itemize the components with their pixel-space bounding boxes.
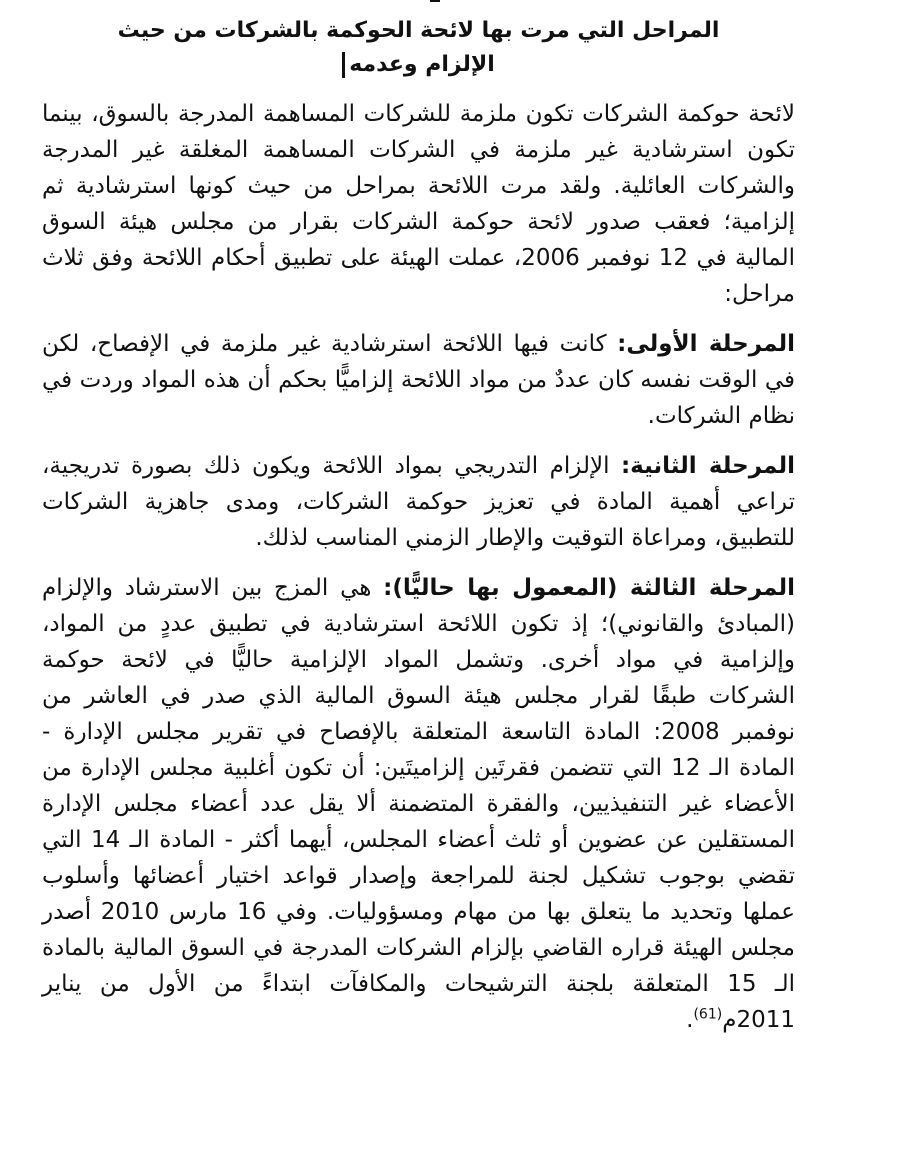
phase-1-paragraph [42, 326, 795, 434]
phase-3-text: هي المزج بين الاسترشاد والإلزام (المبادئ والقانوني)؛ إذ تكون اللائحة استرشادية في تطبيق عددٍ من المواد، وإلزامية في مواد أخرى. وتشمل المواد الإلزامية حاليًّا في لائحة حوكمة الشركات طبقًا لقرار مجلس هيئة السوق المالية الذي صدر في العاشر من نوفمبر 2008: المادة التاسعة المتعلقة بالإفصاح في تقرير مجلس الإدارة - المادة الـ 12 التي تتضمن فقرتَين إلزاميتَين: أن تكون أغلبية مجلس الإدارة من الأعضاء غير التنفيذيين، والفقرة المتضمنة ألا يقل عدد أعضاء مجلس الإدارة المستقلين عن عضوين أو ثلث أعضاء المجلس، أيهما أكثر - المادة الـ 14 التي تقضي بوجوب تشكيل لجنة للمراجعة وإصدار قواعد اختيار أعضائها وأسلوب عملها وتحديد ما يتعلق بها من مهام ومسؤوليات. وفي 16 مارس 2010 أصدر مجلس الهيئة قراره القاضي بإلزام الشركات المدرجة في السوق المالية بالمادة الـ 15 المتعلقة بلجنة الترشيحات والمكافآت ابتداءً من الأول من يناير 2011م [42, 575, 795, 1033]
heading-text: المراحل التي مرت بها لائحة الحوكمة بالشركات من حيث الإلزام وعدمه [117, 18, 720, 77]
phase-2-label: المرحلة الثانية: [620, 453, 795, 479]
footnote-reference: (61) [693, 1006, 723, 1023]
phase-2-paragraph [42, 448, 795, 556]
phase-1-label: المرحلة الأولى: [617, 331, 796, 357]
text-cursor [342, 52, 345, 78]
phase-3-end: . [686, 1007, 694, 1033]
document-heading [42, 14, 795, 82]
page-top-mark [430, 0, 440, 2]
phase-3-label: المرحلة الثالثة (المعمول بها حاليًّا): [383, 575, 796, 601]
intro-paragraph: لائحة حوكمة الشركات تكون ملزمة للشركات المساهمة المدرجة بالسوق، بينما تكون استرشادية غير ملزمة في الشركات المساهمة المغلقة غير المدرجة والشركات العائلية. ولقد مرت اللائحة بمراحل من حيث كونها استرشادية ثم إلزامية؛ فعقب صدور لائحة حوكمة الشركات بقرار من مجلس هيئة السوق المالية في 12 نوفمبر 2006، عملت الهيئة على تطبيق أحكام اللائحة وفق ثلاث مراحل: [42, 101, 795, 307]
phase-3-paragraph [42, 570, 795, 1038]
phase-1-text: كانت فيها اللائحة استرشادية غير ملزمة في الإفصاح، لكن في الوقت نفسه كان عددٌ من مواد اللائحة إلزاميًّا بحكم أن هذه المواد وردت في نظام الشركات. [42, 331, 795, 429]
phase-2-text: الإلزام التدريجي بمواد اللائحة ويكون ذلك بصورة تدريجية، تراعي أهمية المادة في تعزيز حوكمة الشركات، ومدى جاهزية الشركات للتطبيق، ومراعاة التوقيت والإطار الزمني المناسب لذلك. [42, 453, 795, 551]
